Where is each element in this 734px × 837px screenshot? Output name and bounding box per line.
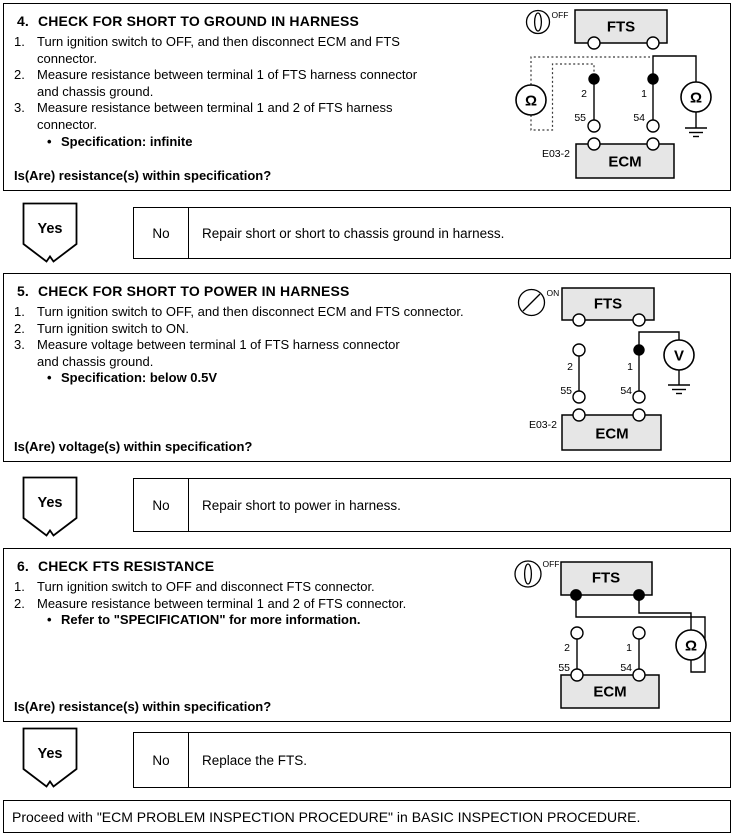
section-title: CHECK FOR SHORT TO POWER IN HARNESS: [38, 283, 350, 299]
connector-code-label: E03-2: [528, 419, 557, 431]
step-line: 2. Measure resistance between terminal 1 of FTS harness connector: [14, 67, 418, 83]
connector-circle: [573, 314, 585, 326]
probe-dot: [648, 74, 658, 84]
terminal-label-1: 1: [641, 88, 647, 100]
svg-text:ECM: ECM: [595, 425, 629, 443]
svg-text:ECM: ECM: [593, 683, 627, 701]
step-line: 3. Measure resistance between terminal 1 and 2 of FTS harness: [14, 100, 393, 116]
connector-circle: [571, 669, 583, 681]
probe-dot: [589, 74, 599, 84]
wire: [653, 56, 696, 82]
terminal-circle: [573, 344, 585, 356]
connector-circle: [647, 138, 659, 150]
section-number: 6.: [17, 558, 29, 574]
terminal-circle: [647, 120, 659, 132]
harness-terminals: [558, 627, 645, 675]
ecm-box: [561, 669, 659, 708]
step-line: 1. Turn ignition switch to OFF, and then disconnect ECM and FTS: [14, 34, 400, 49]
circuit-diagram-short-to-power: [504, 275, 732, 459]
section-6-box: [3, 548, 731, 722]
terminal-circle: [588, 120, 600, 132]
connector-circle: [647, 37, 659, 49]
section-number: 5.: [17, 283, 29, 299]
step-line: 3. Measure voltage between terminal 1 of FTS harness connector: [14, 337, 400, 353]
no-cell: No: [134, 479, 189, 531]
no-action: Replace the FTS.: [202, 752, 308, 768]
svg-text:Yes: Yes: [37, 221, 63, 237]
ignition-switch-on-icon: [519, 288, 560, 316]
pin-label-55: 55: [560, 385, 572, 397]
no-action: Repair short or short to chassis ground in harness.: [202, 225, 505, 241]
ecm-box: [542, 138, 674, 178]
no-box: [133, 478, 731, 532]
svg-text:FTS: FTS: [593, 295, 623, 313]
pin-label-55: 55: [574, 112, 586, 124]
ohmmeter-icon: [681, 82, 711, 112]
bullet-icon: •: [47, 612, 52, 628]
connector-circle: [588, 37, 600, 49]
yes-arrow: [22, 476, 78, 539]
circuit-diagram-short-to-ground: [504, 5, 732, 189]
wire: [639, 595, 691, 630]
ohmmeter-icon: [676, 630, 706, 660]
svg-text:ECM: ECM: [608, 153, 642, 171]
pin-label-55: 55: [558, 662, 570, 674]
yes-arrow: [22, 727, 78, 790]
connector-circle: [573, 409, 585, 421]
circuit-diagram-fts-resistance: [504, 550, 732, 720]
connector-code-label: E03-2: [541, 148, 570, 160]
terminal-label-2: 2: [581, 88, 587, 100]
connector-circle: [633, 669, 645, 681]
step-line: and chassis ground.: [37, 83, 154, 99]
bullet-icon: •: [47, 133, 52, 149]
svg-text:Ω: Ω: [524, 92, 538, 110]
step-line: 2. Measure resistance between terminal 1 and 2 of FTS connector.: [14, 595, 407, 611]
section-4-box: [3, 3, 731, 191]
section-number: 4.: [17, 13, 29, 29]
section-title: CHECK FTS RESISTANCE: [38, 558, 215, 574]
step-line: 2. Turn ignition switch to ON.: [14, 320, 189, 336]
svg-text:Yes: Yes: [37, 495, 63, 511]
step-line: 1. Turn ignition switch to OFF, and then disconnect ECM and FTS connector.: [14, 304, 464, 319]
no-cell: No: [134, 733, 189, 787]
svg-text:FTS: FTS: [591, 569, 621, 587]
switch-position-label: OFF: [551, 10, 569, 20]
ground-icon: [668, 385, 690, 394]
question-text: Is(Are) resistance(s) within specification?: [14, 168, 272, 183]
spec-bullet: • Refer to "SPECIFICATION" for more information.: [47, 612, 361, 628]
svg-text:FTS: FTS: [606, 18, 636, 36]
switch-position-label: OFF: [542, 559, 560, 569]
step-line: connector.: [37, 50, 97, 66]
connector-circle: [633, 409, 645, 421]
spec-bullet: • Specification: below 0.5V: [47, 370, 218, 386]
terminal-label-1: 1: [627, 361, 633, 373]
connector-circle: [588, 138, 600, 150]
ignition-switch-off-icon: [515, 559, 560, 587]
terminal-circle: [633, 391, 645, 403]
no-cell: No: [134, 208, 189, 258]
connector-circle: [633, 314, 645, 326]
no-action: Repair short to power in harness.: [202, 497, 401, 513]
terminal-label-2: 2: [564, 642, 570, 654]
pin-label-54: 54: [633, 112, 645, 124]
ohmmeter-icon: [516, 85, 546, 115]
fts-box: [561, 562, 652, 600]
ground-icon: [685, 128, 707, 137]
switch-position-label: ON: [546, 288, 560, 298]
fts-box: [562, 288, 654, 326]
probe-dot: [634, 345, 644, 355]
harness-terminals: [560, 344, 645, 403]
ecm-box: [529, 409, 661, 450]
ignition-switch-off-icon: [527, 10, 569, 34]
fts-box: [575, 10, 667, 49]
spec-bullet: • Specification: infinite: [47, 133, 193, 149]
step-line: and chassis ground.: [37, 353, 154, 369]
step-line: connector.: [37, 116, 97, 132]
footer-box: [3, 800, 731, 833]
svg-text:V: V: [673, 347, 685, 365]
question-text: Is(Are) voltage(s) within specification?: [14, 439, 253, 454]
section-5-box: [3, 273, 731, 462]
bullet-icon: •: [47, 370, 52, 386]
terminal-circle: [571, 627, 583, 639]
terminal-label-2: 2: [567, 361, 573, 373]
terminal-circle: [573, 391, 585, 403]
footer-text: Proceed with "ECM PROBLEM INSPECTION PROCEDURE" in BASIC INSPECTION PROCEDURE.: [12, 808, 641, 825]
svg-text:Ω: Ω: [689, 89, 703, 107]
svg-text:Yes: Yes: [37, 746, 63, 762]
question-text: Is(Are) resistance(s) within specification?: [14, 699, 272, 714]
terminal-circle: [633, 627, 645, 639]
no-box: [133, 207, 731, 259]
svg-text:Ω: Ω: [684, 637, 698, 655]
voltmeter-icon: [664, 340, 694, 370]
harness-terminals: [574, 74, 659, 132]
pin-label-54: 54: [620, 385, 632, 397]
pin-label-54: 54: [620, 662, 632, 674]
section-title: CHECK FOR SHORT TO GROUND IN HARNESS: [38, 13, 359, 29]
no-box: [133, 732, 731, 788]
yes-arrow: [22, 202, 78, 265]
step-line: 1. Turn ignition switch to OFF and disconnect FTS connector.: [14, 579, 375, 594]
terminal-label-1: 1: [626, 642, 632, 654]
